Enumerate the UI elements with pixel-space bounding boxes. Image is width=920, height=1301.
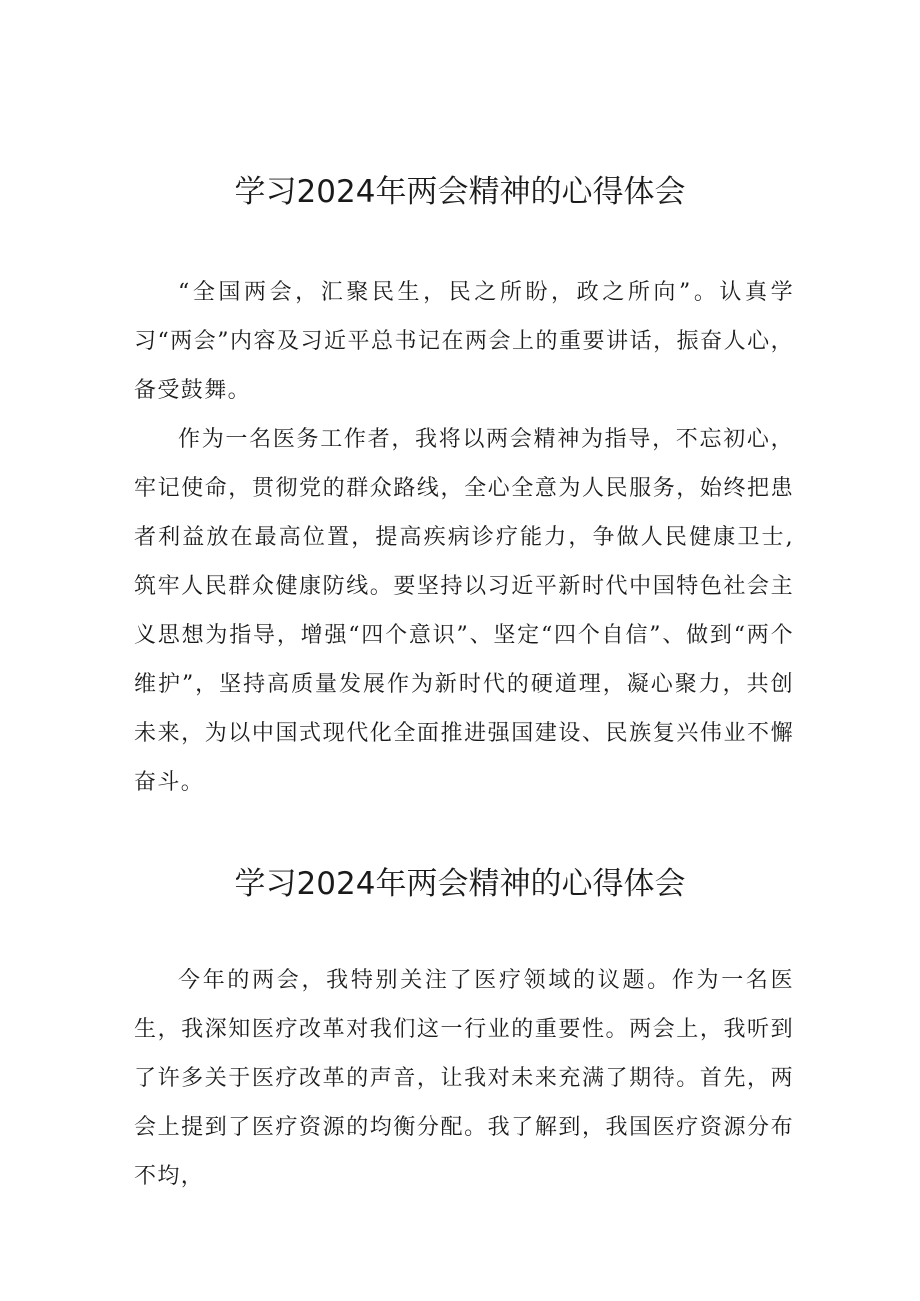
section-1-paragraph-2: 作为一名医务工作者，我将以两会精神为指导，不忘初心，牢记使命，贯彻党的群众路线，全心全意为人民服务，始终把患者利益放在最高位置，提高疾病诊疗能力，争做人民健康卫士,筑牢人民群众健康防线。要坚持以习近平新时代中国特色社会主义思想为指导，增强“四个意识”、坚定“四个自信”、做到“两个维护”，坚持高质量发展作为新时代的硬道理，凝心聚力，共创未来，为以中国式现代化全面推进强国建设、民族复兴伟业不懈奋斗。 <box>134 427 794 795</box>
section-2-title: 学习2024年两会精神的心得体会 <box>234 866 686 902</box>
section-1-title: 学习2024年两会精神的心得体会 <box>234 174 686 210</box>
section-2-paragraph-1: 今年的两会，我特别关注了医疗领域的议题。作为一名医生，我深知医疗改革对我们这一行业的重要性。两会上，我听到了许多关于医疗改革的声音，让我对未来充满了期待。首先，两会上提到了医疗资源的均衡分配。我了解到，我国医疗资源分布不均， <box>134 968 794 1189</box>
section-1-paragraph-1: “全国两会，汇聚民生，民之所盼，政之所向”。认真学习“两会”内容及习近平总书记在两会上的重要讲话，振奋人心，备受鼓舞。 <box>134 280 794 403</box>
